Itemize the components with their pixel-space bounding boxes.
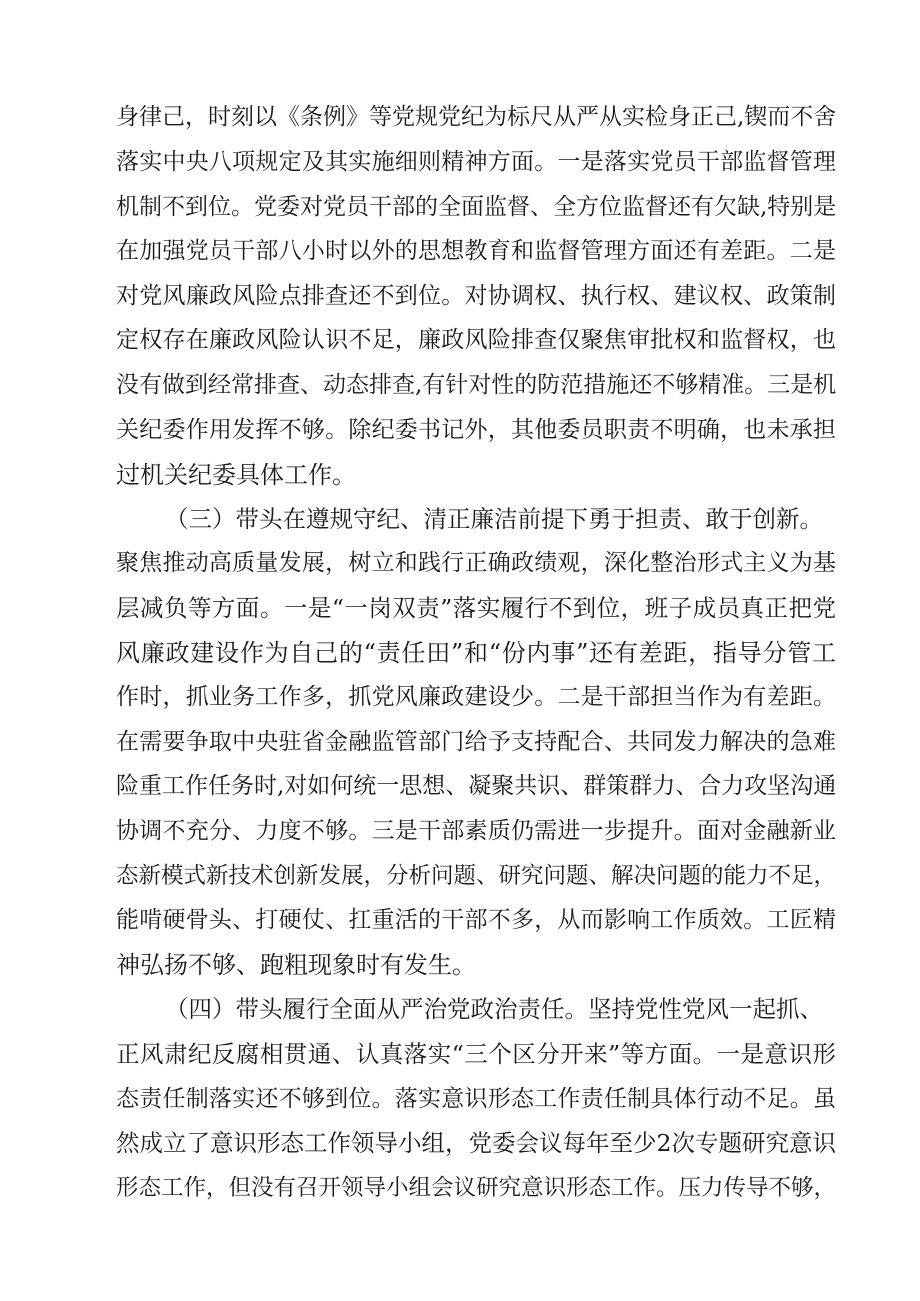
text-line: 过机关纪委具体工作。 [116, 461, 356, 489]
text-line: 险重工作任务时,对如何统一思想、凝聚共识、群策群力、合力攻坚沟通 [116, 773, 837, 799]
text-line: 身律己，时刻以《条例》等党规党纪为标尺从严从实检身正己,锲而不舍 [116, 104, 837, 130]
section-heading: （四）带头履行全面从严治党政治责任。坚持党性党风一起抓、 [165, 995, 823, 1023]
text-line: 机制不到位。党委对党员干部的全面监督、全方位监督还有欠缺,特别是 [116, 194, 837, 220]
text-line: 协调不充分、力度不够。三是干部素质仍需进一步提升。面对金融新业 [116, 818, 836, 844]
text-line: 定权存在廉政风险认识不足，廉政风险排查仅聚焦审批权和监督权，也 [116, 327, 836, 353]
text-line: 关纪委作用发挥不够。除纪委书记外，其他委员职责不明确，也未承担 [116, 417, 836, 443]
text-line: 聚焦推动高质量发展，树立和践行正确政绩观，深化整治形式主义为基 [116, 550, 836, 576]
text-line: 形态工作，但没有召开领导小组会议研究意识形态工作。压力传导不够， [116, 1175, 837, 1201]
text-line: 作时，抓业务工作多，抓党风廉政建设少。二是干部担当作为有差距。 [116, 684, 836, 710]
text-line: 风廉政建设作为自己的“责任田”和“份内事”还有差距，指导分管工 [116, 639, 836, 667]
text-line: 然成立了意识形态工作领导小组，党委会议每年至少2次专题研究意识 [116, 1129, 836, 1157]
text-line: 落实中央八项规定及其实施细则精神方面。一是落实党员干部监督管理 [116, 149, 836, 175]
text-line: 没有做到经常排查、动态排查,有针对性的防范措施还不够精准。三是机 [116, 372, 837, 398]
text-line: 正风肃纪反腐相贯通、认真落实“三个区分开来”等方面。一是意识形 [116, 1040, 836, 1068]
text-line: 层减负等方面。一是“一岗双责”落实履行不到位，班子成员真正把党 [116, 594, 836, 622]
text-line: 能啃硬骨头、打硬仗、扛重活的干部不多，从而影响工作质效。工匠精 [116, 907, 836, 933]
text-line: 对党风廉政风险点排查还不到位。对协调权、执行权、建议权、政策制 [116, 283, 836, 309]
text-line: 在需要争取中央驻省金融监管部门给予支持配合、共同发力解决的急难 [116, 729, 836, 755]
text-line: 在加强党员干部八小时以外的思想教育和监督管理方面还有差距。二是 [116, 238, 836, 264]
text-line: 态责任制落实还不够到位。落实意识形态工作责任制具体行动不足。虽 [116, 1086, 836, 1112]
text-line: 神弘扬不够、跑粗现象时有发生。 [116, 951, 476, 979]
text-line: 态新模式新技术创新发展，分析问题、研究问题、解决问题的能力不足， [116, 863, 837, 889]
section-heading: （三）带头在遵规守纪、清正廉洁前提下勇于担责、敢于创新。 [165, 505, 823, 533]
